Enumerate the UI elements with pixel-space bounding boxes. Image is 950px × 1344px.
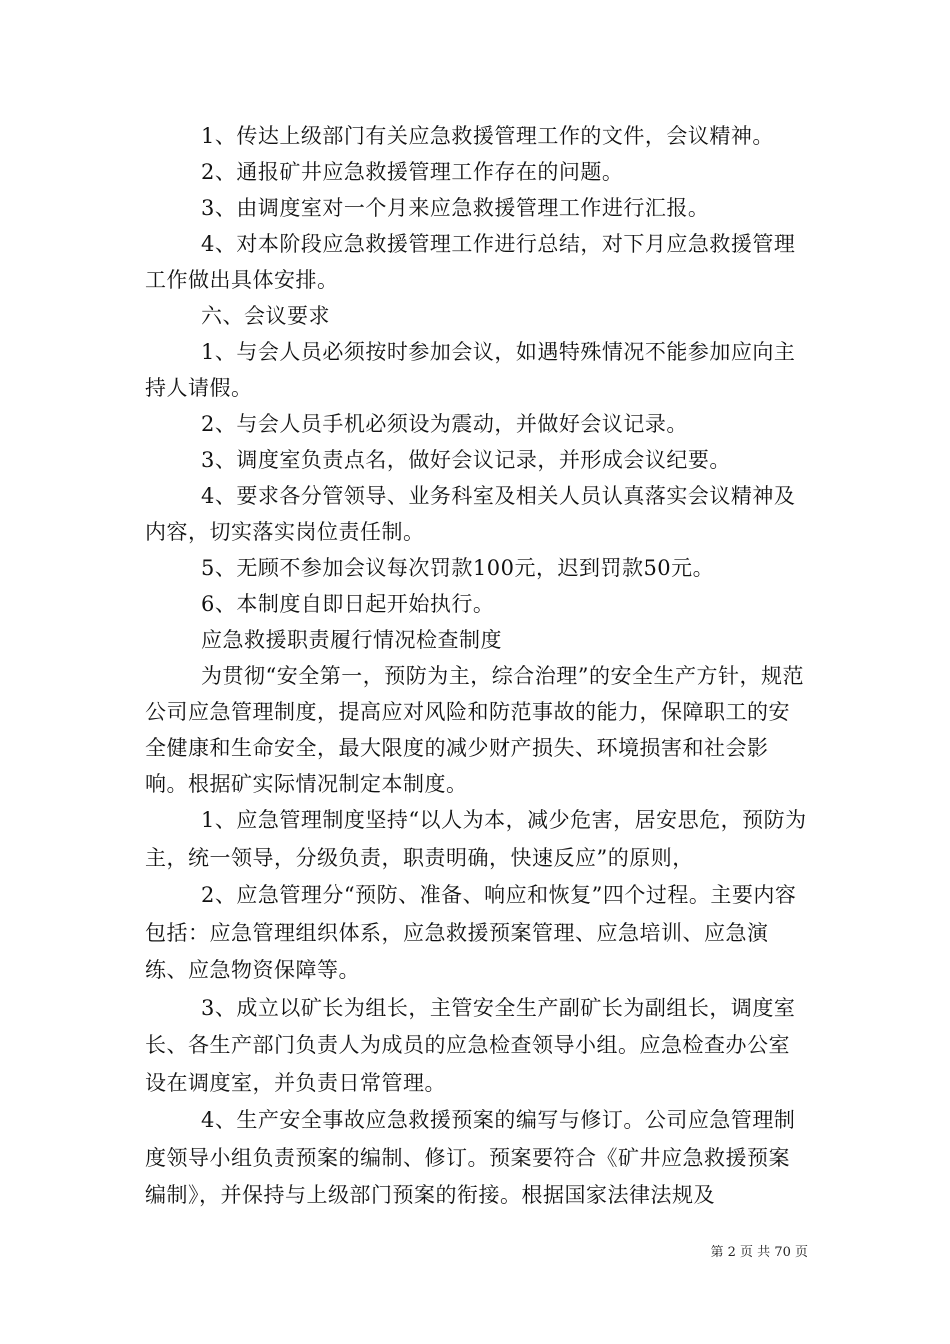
paragraph: 4、对本阶段应急救援管理工作进行总结，对下月应急救援管理工作做出具体安排。: [145, 232, 796, 292]
paragraph: 3、成立以矿长为组长，主管安全生产副矿长为副组长，调度室长、各生产部门负责人为成员的应急检查领导小组。应急检查办公室设在调度室，并负责日常管理。: [145, 995, 796, 1095]
paragraph: 2、通报矿井应急救援管理工作存在的问题。: [201, 160, 624, 184]
paragraph: 2、与会人员手机必须设为震动，并做好会议记录。: [201, 412, 688, 436]
paragraph: 2、应急管理分“预防、准备、响应和恢复”四个过程。主要内容包括：应急管理组织体系，应急救援预案管理、应急培训、应急演练、应急物资保障等。: [145, 883, 797, 982]
paragraph: 4、生产安全事故应急救援预案的编写与修订。公司应急管理制度领导小组负责预案的编制、修订。预案要符合《矿井应急救援预案编制》，并保持与上级部门预案的衔接。根据国家法律法规及: [145, 1108, 796, 1207]
page-number-footer: 第 2 页 共 70 页: [710, 1245, 808, 1260]
section-heading: 六、会议要求: [201, 304, 330, 328]
paragraph: 1、与会人员必须按时参加会议，如遇特殊情况不能参加应向主持人请假。: [145, 340, 796, 400]
section-title: 应急救援职责履行情况检查制度: [201, 628, 502, 652]
paragraph: 6、本制度自即日起开始执行。: [201, 592, 495, 616]
paragraph: 1、应急管理制度坚持“以人为本，减少危害，居安思危，预防为主，统一领导，分级负责，职责明确，快速反应”的原则，: [145, 808, 807, 870]
document-body: [145, 118, 807, 1215]
paragraph: 3、由调度室对一个月来应急救援管理工作进行汇报。: [201, 196, 710, 220]
paragraph: 为贯彻“安全第一，预防为主，综合治理”的安全生产方针，规范公司应急管理制度，提高应对风险和防范事故的能力，保障职工的安全健康和生命安全，最大限度的减少财产损失、环境损害和社会影响。根据矿实际情况制定本制度。: [145, 664, 804, 796]
paragraph: 4、要求各分管领导、业务科室及相关人员认真落实会议精神及内容，切实落实岗位责任制。: [145, 484, 796, 544]
paragraph: 5、无顾不参加会议每次罚款100元，迟到罚款50元。: [201, 556, 715, 580]
paragraph: 1、传达上级部门有关应急救援管理工作的文件，会议精神。: [201, 124, 774, 148]
paragraph: 3、调度室负责点名，做好会议记录，并形成会议纪要。: [201, 448, 731, 472]
